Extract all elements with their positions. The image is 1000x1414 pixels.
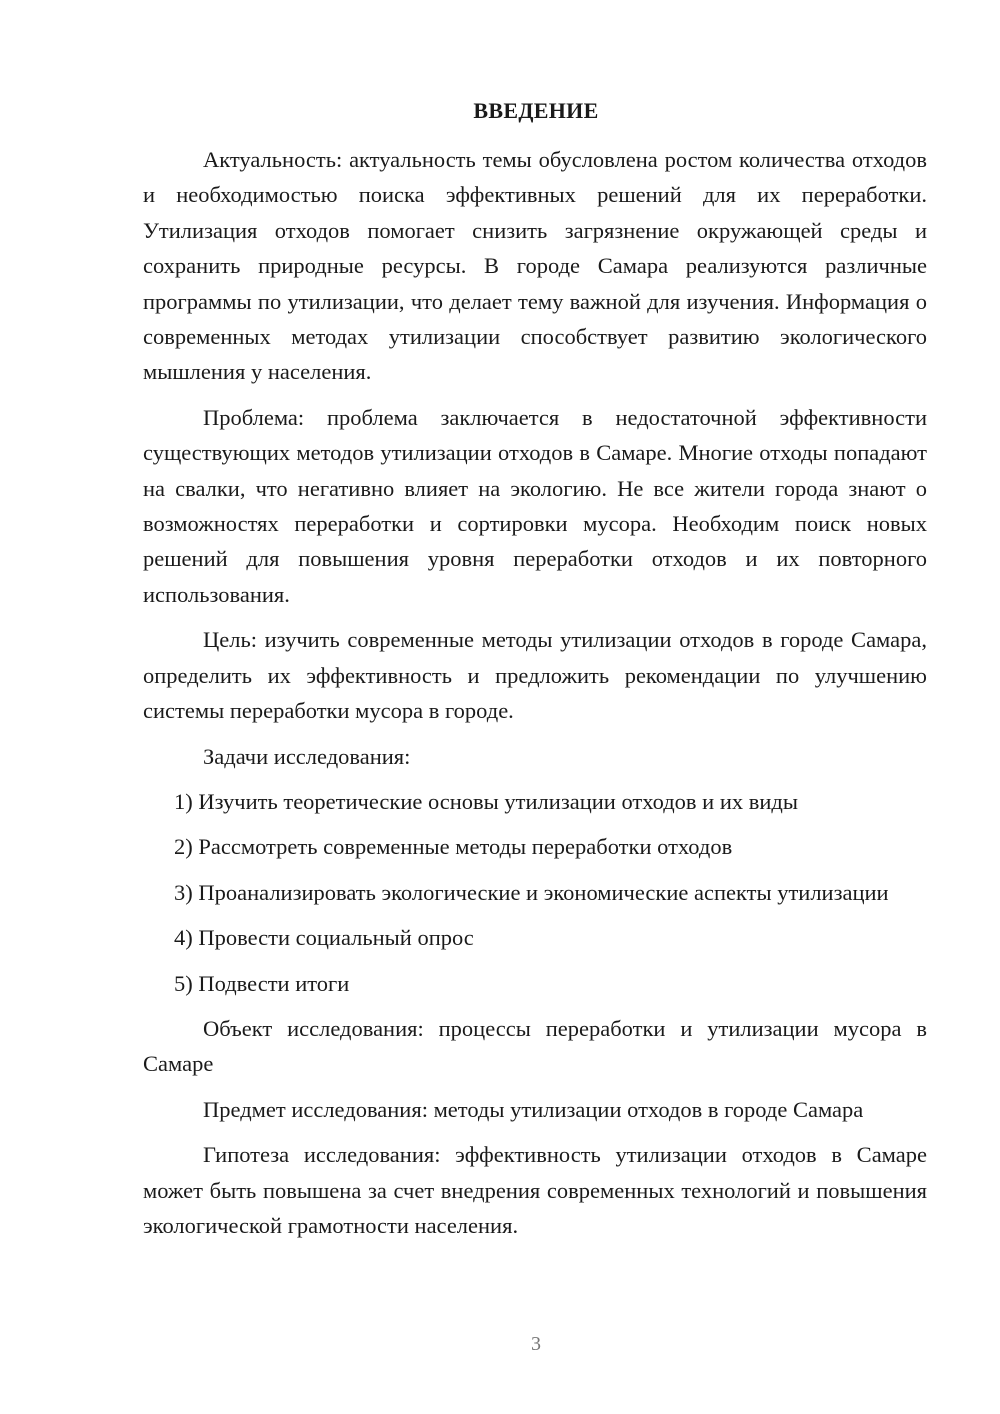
page-number: 3 — [531, 1333, 541, 1355]
list-item: 3) Проанализировать экологические и экономические аспекты утилизации — [174, 879, 889, 905]
paragraph-hypothesis: Гипотеза исследования: эффективность утилизации отходов в Самаре может быть повышена за счет внедрения современных технологий и повышения экологической грамотности населения. — [143, 1142, 927, 1238]
list-item: 1) Изучить теоретические основы утилизации отходов и их виды — [174, 788, 798, 814]
list-item: 2) Рассмотреть современные методы переработки отходов — [174, 834, 733, 860]
document-body — [143, 142, 927, 1243]
paragraph-goal: Цель: изучить современные методы утилизации отходов в городе Самара, определить их эффективность и предложить рекомендации по улучшению системы переработки мусора в городе. — [143, 627, 927, 724]
paragraph-relevance: Актуальность: актуальность темы обусловлена ростом количества отходов и необходимостью поиска эффективных решений для их переработки. Утилизация отходов помогает снизить загрязнение окружающей среды и сохранить природные ресурсы. В городе Самара реализуются различные программы по утилизации, что делает тему важной для изучения. Информация о современных методах утилизации способствует развитию экологического мышления у населения. — [143, 147, 927, 385]
tasks-heading: Задачи исследования: — [203, 743, 411, 769]
paragraph-problem: Проблема: проблема заключается в недостаточной эффективности существующих методов утилизации отходов в Самаре. Многие отходы попадают на свалки, что негативно влияет на экологию. Не все жители города знают о возможностях переработки и сортировки мусора. Необходим поиск новых решений для повышения уровня переработки отходов и их повторного использования. — [143, 404, 927, 607]
section-title: ВВЕДЕНИЕ — [473, 98, 599, 123]
paragraph-object: Объект исследования: процессы переработки и утилизации мусора в Самаре — [143, 1015, 927, 1077]
list-item: 5) Подвести итоги — [174, 970, 350, 996]
list-item: 4) Провести социальный опрос — [174, 925, 474, 951]
paragraph-subject: Предмет исследования: методы утилизации отходов в городе Самара — [203, 1096, 864, 1122]
tasks-list — [143, 784, 927, 1001]
